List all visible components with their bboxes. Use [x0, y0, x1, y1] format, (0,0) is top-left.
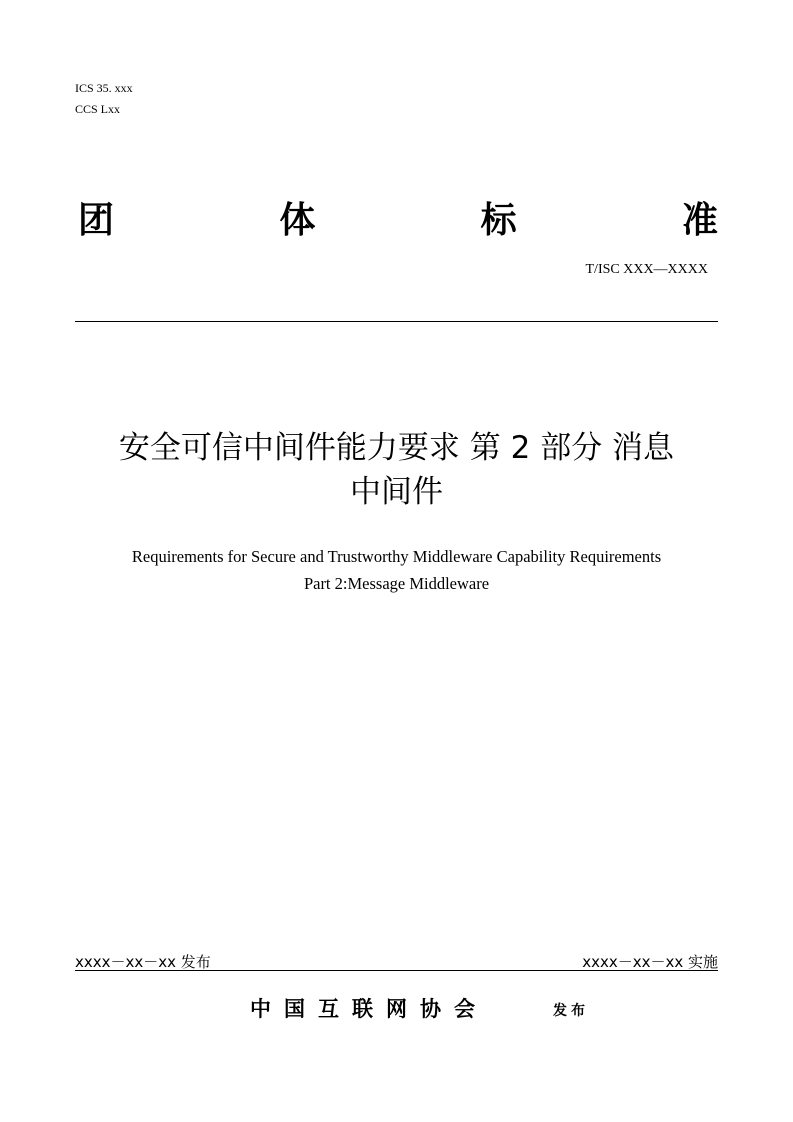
implement-date: xxxx－xx－xx 实施: [582, 953, 718, 971]
heading-char: 准: [681, 200, 718, 241]
heading-char: 团: [78, 200, 115, 241]
title-cn-line1: 安全可信中间件能力要求 第 2 部分 消息: [118, 430, 675, 466]
header-divider: [75, 321, 718, 322]
publish-date: xxxx－xx－xx 发布: [75, 953, 211, 971]
ccs-code: CCS Lxx: [75, 102, 121, 116]
publisher-suffix: 发布: [553, 1003, 589, 1019]
title-en-line1: Requirements for Secure and Trustworthy Middleware Capability Requirements: [131, 547, 662, 566]
title-en-line2: Part 2:Message Middleware: [303, 574, 490, 593]
publisher: 中国互联网协会: [250, 997, 488, 1021]
standard-number: T/ISC XXX—XXXX: [585, 262, 708, 277]
ics-code: ICS 35. xxx: [75, 81, 133, 95]
heading-char: 体: [279, 200, 316, 241]
standard-type-heading: [78, 192, 718, 243]
title-english: [40, 543, 753, 597]
classification-codes: [75, 78, 133, 120]
heading-char: 标: [480, 200, 517, 241]
footer-divider: [75, 970, 718, 971]
title-chinese: [60, 426, 733, 514]
title-cn-line2: 中间件: [350, 474, 443, 510]
